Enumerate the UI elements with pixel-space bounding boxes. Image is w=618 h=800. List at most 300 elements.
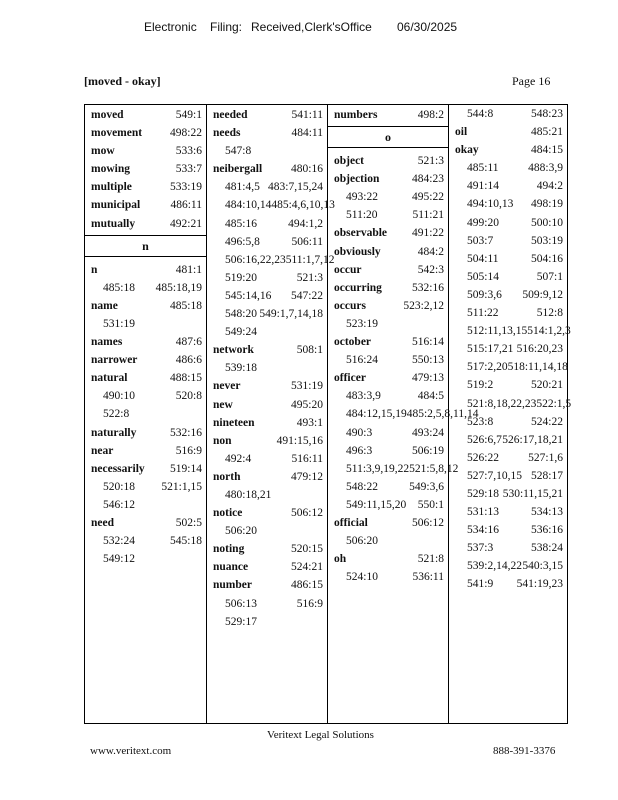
entry-ref-line	[91, 387, 202, 405]
index-entry	[207, 504, 327, 540]
page-line-ref: 506:12	[291, 507, 323, 520]
index-word: new	[213, 398, 233, 411]
index-entry-continued	[449, 105, 567, 123]
entry-ref-line	[455, 431, 563, 449]
entry-ref-line	[334, 188, 444, 206]
index-word: neibergall	[213, 163, 263, 176]
entry-ref-line	[455, 177, 563, 195]
page-line-ref: 485:11	[467, 162, 499, 175]
page-line-ref: 492:4	[225, 452, 252, 465]
page-line-ref: 481:4,5	[225, 181, 260, 194]
entry-ref-line	[334, 387, 444, 405]
page-line-ref: 491:22	[412, 227, 444, 240]
page-line-ref: 548:23	[531, 108, 563, 120]
entry-ref-line	[334, 351, 444, 369]
page-line-ref: 541:19,23	[516, 578, 563, 591]
page-line-ref: 538:24	[531, 542, 563, 555]
page-line-ref: 540:3,15	[522, 560, 563, 573]
page-line-ref: 480:16	[291, 163, 323, 176]
index-word: multiple	[91, 181, 132, 194]
page-line-ref: 519:2	[467, 379, 494, 392]
page-line-ref: 533:7	[175, 163, 202, 176]
page-line-ref: 532:24	[103, 535, 135, 548]
entry-head-line	[91, 424, 202, 442]
page-line-ref: 484:23	[412, 173, 444, 186]
page-line-ref: 529:18	[467, 487, 499, 500]
page-line-ref: 484:11	[291, 127, 323, 140]
entry-head-line	[334, 106, 444, 124]
page-line-ref: 486:11	[170, 199, 202, 212]
page-line-ref: 486:6	[175, 354, 202, 367]
entry-ref-line	[455, 485, 563, 503]
entry-head-line	[334, 550, 444, 568]
page-line-ref: 521:8	[417, 553, 444, 566]
page-line-ref: 549:1,7,14,18	[259, 308, 323, 321]
index-entry	[85, 424, 206, 442]
entry-head-line	[334, 224, 444, 242]
entry-ref-line	[91, 478, 202, 496]
index-word: movement	[91, 127, 143, 140]
page-line-ref: 524:10	[346, 571, 378, 584]
entry-head-line	[213, 106, 323, 124]
entry-head-line	[334, 333, 444, 351]
page-line-ref: 485:18	[170, 299, 202, 312]
page-line-ref: 511:22	[467, 307, 499, 320]
page-line-ref: 503:19	[531, 234, 563, 247]
page-line-ref: 502:5	[175, 516, 202, 529]
index-word: notice	[213, 507, 243, 520]
index-word: occur	[334, 263, 362, 276]
entry-ref-line	[455, 376, 563, 394]
entry-ref-line	[213, 196, 335, 214]
index-entry	[85, 261, 206, 297]
page-line-ref: 496:3	[346, 444, 373, 457]
index-word: mow	[91, 145, 115, 158]
index-entry	[207, 432, 327, 468]
page-line-ref: 479:12	[291, 470, 323, 483]
page-line-ref: 484:10,14	[225, 199, 272, 212]
entry-ref-line	[455, 268, 563, 286]
page-line-ref: 544:8	[467, 108, 494, 120]
page-line-ref: 484:12,15,19	[346, 408, 407, 421]
entry-head-line	[91, 142, 202, 160]
index-word: municipal	[91, 199, 141, 212]
filing-banner	[0, 20, 618, 38]
entry-ref-line	[455, 449, 563, 467]
entry-head-line	[213, 377, 323, 395]
page-line-ref: 480:18,21	[225, 488, 272, 501]
page-line-ref: 512:8	[536, 307, 563, 320]
page-line-ref: 509:9,12	[522, 288, 563, 301]
index-word: moved	[91, 109, 124, 121]
page-line-ref: 520:18	[103, 480, 135, 493]
entry-ref-line	[91, 550, 202, 568]
footer-phone: 888-391-3376	[493, 745, 556, 757]
index-entry	[85, 196, 206, 214]
entry-ref-line	[334, 315, 444, 333]
index-entry	[85, 142, 206, 160]
page-line-ref: 516:24	[346, 354, 378, 367]
entry-ref-line	[213, 142, 323, 160]
entry-head-line	[213, 468, 323, 486]
index-word: oh	[334, 553, 347, 566]
page-line-ref: 531:19	[103, 317, 135, 330]
index-word: non	[213, 434, 232, 447]
index-entry	[328, 152, 448, 170]
entry-ref-line	[455, 195, 563, 213]
index-entry	[328, 261, 448, 279]
page-line-ref: 491:14	[467, 180, 499, 193]
page-line-ref: 519:14	[170, 462, 202, 475]
page-line-ref: 488:15	[170, 372, 202, 385]
index-entry	[207, 160, 335, 341]
entry-head-line	[334, 170, 444, 188]
page-line-ref: 484:15	[531, 144, 563, 157]
page-line-ref: 496:5,8	[225, 235, 260, 248]
page-line-ref: 494:2	[536, 180, 563, 193]
index-word: narrower	[91, 354, 138, 367]
page-line-ref: 488:3,9	[528, 162, 563, 175]
page-line-ref: 541:9	[467, 578, 494, 591]
index-word: never	[213, 380, 241, 393]
entry-head-line	[213, 504, 323, 522]
index-entry	[207, 124, 327, 160]
page-line-ref: 530:11,15,21	[502, 487, 563, 500]
entry-ref-line	[334, 405, 479, 423]
entry-ref-line	[213, 233, 323, 251]
index-word: occurring	[334, 281, 382, 294]
page-line-ref: 520:21	[531, 379, 563, 392]
entry-ref-line	[91, 532, 202, 550]
entry-ref-line	[334, 478, 444, 496]
index-word: number	[213, 579, 252, 592]
entry-ref-line	[213, 269, 323, 287]
entry-head-line	[91, 351, 202, 369]
entry-head-line	[91, 297, 202, 315]
page-line-ref: 534:16	[467, 524, 499, 537]
page-line-ref: 549:11,15,20	[346, 498, 407, 511]
page-line-ref: 532:16	[170, 426, 202, 439]
entry-head-line	[213, 576, 323, 594]
entry-ref-line	[213, 613, 323, 631]
page-line-ref: 485:18	[103, 281, 135, 294]
index-entry	[207, 540, 327, 558]
page-line-ref: 516:9	[296, 597, 323, 610]
page-line-ref: 521:5,8,12	[409, 462, 459, 475]
entry-ref-line	[91, 405, 202, 423]
page-line-ref: 483:7,15,24	[268, 181, 323, 194]
page-line-ref: 498:19	[531, 198, 563, 211]
page-line-ref: 495:22	[412, 191, 444, 204]
entry-ref-line	[334, 460, 459, 478]
banner-electronic: Electronic	[144, 20, 197, 34]
entry-head-line	[455, 141, 563, 159]
index-word: october	[334, 336, 372, 349]
index-entry	[85, 297, 206, 333]
page-line-ref: 521:3	[417, 155, 444, 168]
page-line-ref: 512:11,13,15	[467, 325, 528, 338]
entry-ref-line	[455, 467, 563, 485]
page-line-ref: 524:22	[531, 415, 563, 428]
entry-ref-line	[91, 496, 202, 514]
entry-ref-line	[334, 496, 444, 514]
entry-ref-line	[455, 521, 563, 539]
index-entry	[85, 333, 206, 351]
index-column-1	[85, 105, 206, 723]
page-line-ref: 526:6,7	[467, 433, 502, 446]
page-line-ref: 549:3,6	[409, 480, 444, 493]
banner-filing: Filing:	[210, 20, 243, 34]
index-entry	[85, 460, 206, 514]
page-line-ref: 507:1	[536, 270, 563, 283]
page-line-ref: 493:22	[346, 191, 378, 204]
index-word: oil	[455, 126, 468, 139]
index-entry	[207, 576, 327, 630]
index-word: names	[91, 336, 123, 349]
page-line-ref: 516:14	[412, 336, 444, 349]
index-word: object	[334, 155, 365, 168]
page-line-ref: 536:11	[412, 571, 444, 584]
entry-ref-line	[213, 522, 323, 540]
page-line-ref: 550:13	[412, 354, 444, 367]
entry-ref-line	[91, 279, 202, 297]
page-line-ref: 485:4,6,10,13	[271, 199, 335, 212]
page-line-ref: 506:12	[412, 516, 444, 529]
entry-ref-line	[213, 287, 323, 305]
entry-ref-line	[455, 503, 563, 521]
page-line-ref: 549:12	[103, 553, 135, 566]
page-line-ref: 527:1,6	[528, 451, 563, 464]
page-line-ref: 547:22	[291, 289, 323, 302]
entry-head-line	[455, 123, 563, 141]
page-line-ref: 493:1	[296, 416, 323, 429]
entry-head-line	[91, 369, 202, 387]
page-line-ref: 519:20	[225, 271, 257, 284]
page-line-ref: 499:20	[467, 216, 499, 229]
entry-ref-line	[455, 340, 563, 358]
page-line-ref: 542:3	[417, 263, 444, 276]
index-entry	[449, 123, 567, 141]
entry-ref-line	[213, 305, 323, 323]
page-line-ref: 492:21	[170, 217, 202, 230]
entry-ref-line	[334, 206, 444, 224]
footer-website: www.veritext.com	[90, 745, 172, 757]
page-line-ref: 514:1,2,3	[527, 325, 571, 338]
page-line-ref: 511:20	[346, 209, 378, 222]
entry-head-line	[334, 297, 444, 315]
page-line-ref: 523:19	[346, 317, 378, 330]
entry-ref-line	[455, 214, 563, 232]
index-entry	[207, 414, 327, 432]
page-line-ref: 511:21	[412, 209, 444, 222]
index-column-2	[206, 105, 335, 723]
page-line-ref: 528:17	[531, 469, 563, 482]
index-word: necessarily	[91, 462, 145, 475]
page-line-ref: 545:18	[170, 535, 202, 548]
index-entry	[85, 160, 206, 178]
entry-ref-line	[334, 532, 444, 550]
page-line-ref: 521:3	[296, 271, 323, 284]
page-line-ref: 550:1	[417, 498, 444, 511]
page-line-ref: 539:18	[225, 362, 257, 375]
index-word: mutually	[91, 217, 136, 230]
entry-head-line	[91, 514, 202, 532]
page-line-ref: 506:20	[346, 535, 378, 548]
index-entry	[85, 442, 206, 460]
entry-ref-line	[334, 442, 444, 460]
index-word: obviously	[334, 245, 381, 258]
index-word: needed	[213, 109, 248, 121]
index-entry	[207, 105, 327, 124]
index-word: objection	[334, 173, 380, 186]
page-line-ref: 533:6	[175, 145, 202, 158]
section-letter-n: n	[85, 235, 206, 257]
entry-head-line	[213, 160, 323, 178]
index-entry	[207, 396, 327, 414]
page-line-ref: 515:17,21	[467, 343, 514, 356]
page-line-ref: 527:7,10,15	[467, 469, 522, 482]
entry-head-line	[91, 460, 202, 478]
index-word: need	[91, 516, 114, 529]
entry-head-line	[91, 178, 202, 196]
page-line-ref: 546:12	[103, 498, 135, 511]
page-line-ref: 500:10	[531, 216, 563, 229]
page-line-ref: 549:24	[225, 326, 257, 339]
entry-ref-line	[213, 450, 323, 468]
entry-head-line	[213, 124, 323, 142]
page-line-ref: 533:19	[170, 181, 202, 194]
page-line-ref: 516:20,23	[516, 343, 563, 356]
entry-ref-line	[213, 486, 323, 504]
index-entry	[207, 341, 327, 377]
page-line-ref: 522:1,5	[536, 397, 572, 410]
index-entry	[207, 468, 327, 504]
index-range: [moved - okay]	[84, 74, 161, 88]
entry-ref-line	[213, 323, 323, 341]
entry-ref-line	[455, 232, 563, 250]
page-line-ref: 548:20	[225, 308, 257, 321]
page-line-ref: 490:10	[103, 390, 135, 403]
page-line-ref: 490:3	[346, 426, 373, 439]
page-line-ref: 521:1,15	[161, 480, 202, 493]
entry-head-line	[213, 558, 323, 576]
page-line-ref: 541:11	[291, 109, 323, 121]
index-word: official	[334, 516, 368, 529]
entry-ref-line	[213, 251, 335, 269]
entry-head-line	[334, 514, 444, 532]
page-line-ref: 526:17,18,21	[502, 433, 563, 446]
page-line-ref: 548:22	[346, 480, 378, 493]
entry-head-line	[334, 279, 444, 297]
entry-ref-line	[213, 359, 323, 377]
page-line-ref: 494:10,13	[467, 198, 514, 211]
index-word: n	[91, 263, 98, 276]
page-line-ref: 523:2,12	[403, 299, 444, 312]
page-line-ref: 520:15	[291, 543, 323, 556]
index-column-4	[448, 105, 572, 723]
page-line-ref: 495:20	[291, 398, 323, 411]
index-word: occurs	[334, 299, 366, 312]
page-line-ref: 518:11,14,18	[507, 361, 568, 374]
entry-head-line	[213, 540, 323, 558]
entry-ref-line	[455, 304, 563, 322]
page-line-ref: 494:1,2	[288, 217, 323, 230]
entry-ref-line	[455, 250, 563, 268]
entry-ref-line	[455, 159, 563, 177]
index-entry	[328, 224, 448, 242]
page-line-ref: 545:14,16	[225, 289, 272, 302]
page-line-ref: 523:8	[467, 415, 494, 428]
index-word: needs	[213, 127, 241, 140]
index-entry	[328, 170, 448, 224]
index-entry	[85, 514, 206, 568]
entry-ref-line	[455, 358, 568, 376]
page-line-ref: 534:13	[531, 506, 563, 519]
entry-ref-line	[455, 395, 572, 413]
page-line-ref: 485:16	[225, 217, 257, 230]
index-entry	[328, 279, 448, 297]
page-line-ref: 539:2,14,22	[467, 560, 522, 573]
page-line-ref: 485:2,5,8,11,14	[406, 408, 479, 421]
page-line-ref: 522:8	[103, 408, 130, 421]
entry-head-line	[334, 243, 444, 261]
index-word: noting	[213, 543, 245, 556]
page-line-ref: 504:11	[467, 252, 499, 265]
entry-ref-line	[455, 413, 563, 431]
index-entry	[207, 377, 327, 395]
page-line-ref: 506:11	[291, 235, 323, 248]
entry-head-line	[91, 160, 202, 178]
entry-head-line	[91, 215, 202, 233]
entry-ref-line	[91, 315, 202, 333]
entry-head-line	[213, 432, 323, 450]
page-line-ref: 506:16,22,23	[225, 253, 286, 266]
entry-head-line	[91, 124, 202, 142]
entry-head-line	[334, 369, 444, 387]
index-entry	[328, 550, 448, 586]
page-line-ref: 509:3,6	[467, 288, 502, 301]
entry-head-line	[91, 333, 202, 351]
page-line-ref: 484:2	[417, 245, 444, 258]
banner-received: Received,Clerk'sOffice	[251, 20, 372, 34]
index-word: natural	[91, 372, 128, 385]
index-word: observable	[334, 227, 388, 240]
entry-ref-line	[334, 568, 444, 586]
page-line-ref: 498:2	[417, 109, 444, 121]
index-entry	[328, 243, 448, 261]
entry-head-line	[213, 341, 323, 359]
page-line-ref: 506:19	[412, 444, 444, 457]
entry-ref-line	[213, 215, 323, 233]
entry-head-line	[334, 261, 444, 279]
index-word: north	[213, 470, 241, 483]
page-line-ref: 532:16	[412, 281, 444, 294]
index-entry	[85, 105, 206, 124]
entry-ref-line	[455, 286, 563, 304]
index-word: name	[91, 299, 118, 312]
page-line-ref: 529:17	[225, 615, 257, 628]
entry-head-line	[334, 152, 444, 170]
index-entry	[85, 124, 206, 142]
index-entry	[449, 141, 572, 593]
entry-head-line	[213, 414, 323, 432]
index-word: okay	[455, 144, 479, 157]
page-number: Page 16	[512, 74, 551, 88]
index-entry	[328, 297, 448, 333]
page-line-ref: 516:11	[291, 452, 323, 465]
footer-company: Veritext Legal Solutions	[267, 729, 374, 741]
page-line-ref: 487:6	[175, 336, 202, 349]
